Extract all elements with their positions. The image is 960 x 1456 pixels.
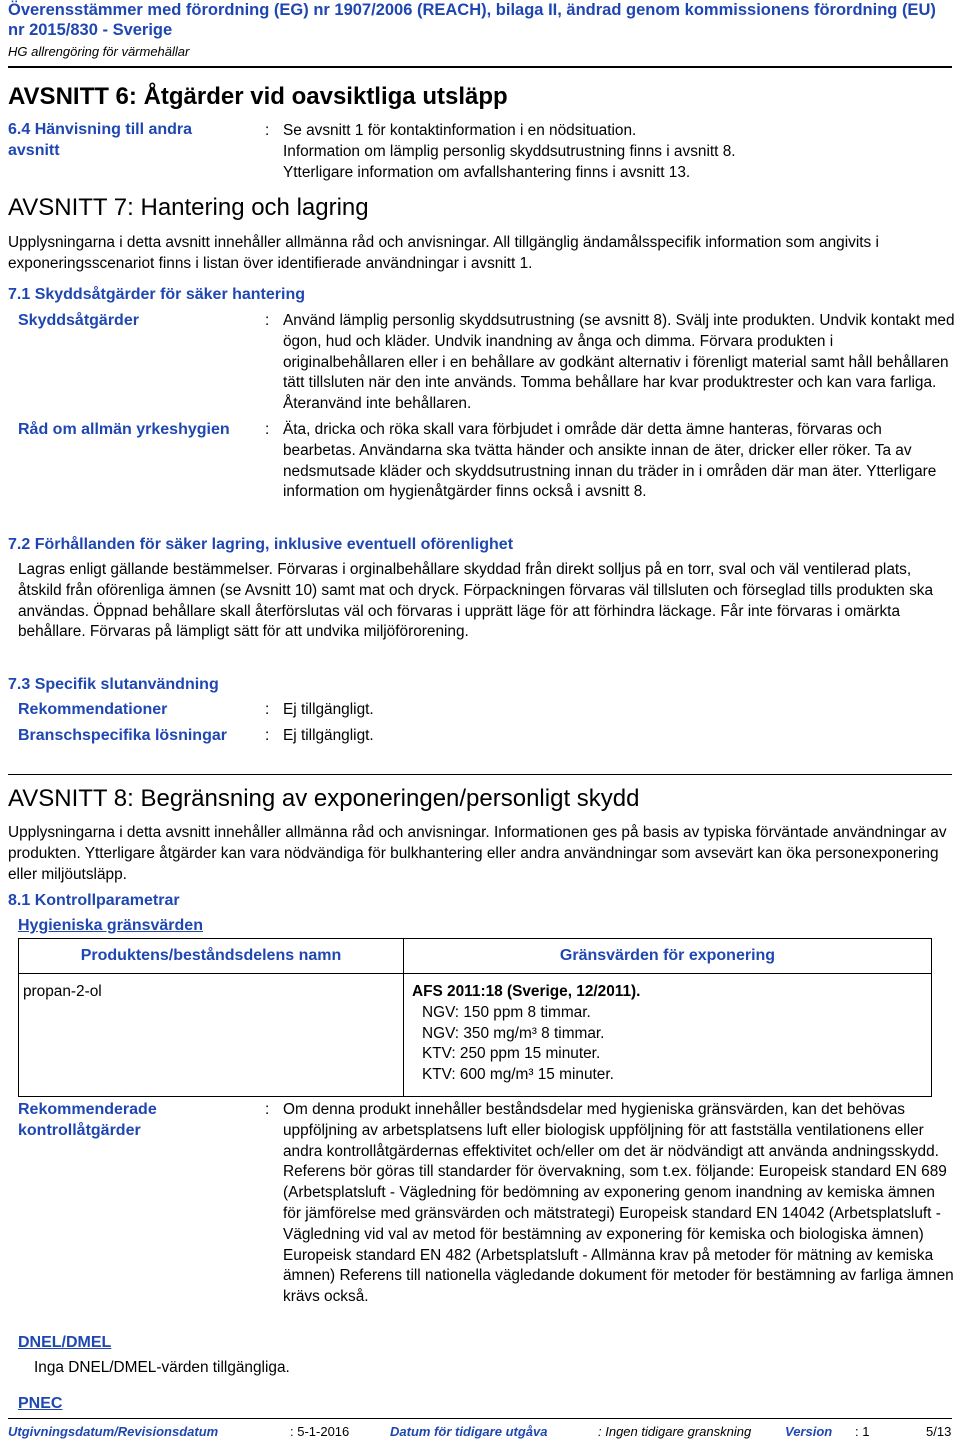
substance-name: propan-2-ol — [19, 974, 404, 1097]
ref-line-2: Information om lämplig personlig skyddsutrustning finns i avsnitt 8. — [283, 142, 736, 160]
hygiene-limits-heading: Hygieniska gränsvärden — [18, 917, 203, 934]
recommendations-label: Rekommendationer — [18, 701, 168, 718]
protective-measures-label: Skyddsåtgärder — [18, 312, 139, 329]
limit-line: NGV: 150 ppm 8 timmar. — [422, 1003, 591, 1021]
pnec-heading: PNEC — [18, 1395, 63, 1412]
exposure-limits-table — [18, 938, 932, 1097]
dnel-dmel-heading: DNEL/DMEL — [18, 1334, 112, 1351]
section-7-1-heading: 7.1 Skyddsåtgärder för säker hantering — [8, 286, 305, 303]
table-header-substance: Produktens/beståndsdelens namn — [19, 939, 404, 974]
limit-line: NGV: 350 mg/m³ 8 timmar. — [422, 1024, 605, 1042]
document-title: Överensstämmer med förordning (EG) nr 1907/2006 (REACH), bilaga II, ändrad genom kommissionens förordning (EU) nr 2015/830 - Sverige — [8, 1, 936, 39]
colon: : — [265, 1101, 270, 1118]
issue-date-value: : 5-1-2016 — [290, 1424, 350, 1439]
colon: : — [265, 701, 270, 718]
section-7-heading: AVSNITT 7: Hantering och lagring — [8, 194, 369, 221]
issue-date-label: Utgivningsdatum/Revisionsdatum — [8, 1424, 219, 1439]
table-row — [19, 974, 932, 1097]
section-8-1-heading: 8.1 Kontrollparametrar — [8, 892, 180, 909]
colon: : — [265, 312, 270, 329]
table-header-limits: Gränsvärden för exponering — [404, 939, 932, 974]
section-7-2-heading: 7.2 Förhållanden för säker lagring, inklusive eventuell oförenlighet — [8, 536, 514, 553]
recommended-controls-text: Om denna produkt innehåller beståndsdelar med hygieniska gränsvärden, kan det behövas uppföljning av arbetsplatsens luft eller biologisk uppföljning för att fastställa ventilationens eller andra kontrollåtgärdernas effektivitet och/eller om det är nödvändigt att använda andningsskydd. Referens bör göras till standarder för övervakning, som t.ex. följande: Europeisk standard EN 689 (Arbetsplatsluft - Vägledning för bedömning av exponering genom inandning av kemiska ämnen för jämförelse med gränsvärden och mätstrategi) Europeisk standard EN 14042 (Arbetsplatsluft - Vägledning vid val av metod för bestämning av exponering för kemiska och biologiska ämnen) Europeisk standard EN 482 (Arbetsplatsluft - Allmänna krav på metoder för mätning av kemiska ämnen) Referens till nationella vägledande dokument för metoder för bestämning av farliga ämnen krävs också. — [283, 1101, 954, 1306]
section-7-3-heading: 7.3 Specifik slutanvändning — [8, 676, 219, 693]
version-value: : 1 — [855, 1424, 870, 1439]
header-divider — [8, 66, 952, 68]
limit-line: KTV: 250 ppm 15 minuter. — [422, 1045, 601, 1063]
version-label: Version — [785, 1424, 833, 1439]
footer-divider — [8, 1418, 952, 1419]
ref-line-3: Ytterligare information om avfallshantering finns i avsnitt 13. — [283, 163, 691, 181]
protective-measures-text: Använd lämplig personlig skyddsutrustning (se avsnitt 8). Svälj inte produkten. Undvik kontakt med ögon, hud och kläder. Undvik inandning av ånga och dimma. Förvara produkten i originalbehållaren eller i en behållare av godkänt alternativ i förenligt material samt håll behållaren tätt tillsluten när den inte används. Tomma behållare har kvar produktrester och kan vara farliga. Återanvänd inte behållaren. — [283, 312, 955, 413]
ref-line-1: Se avsnitt 1 för kontaktinformation i en nödsituation. — [283, 122, 637, 139]
page-number: 5/13 — [926, 1424, 952, 1439]
colon: : — [265, 122, 270, 139]
section-6-heading: AVSNITT 6: Åtgärder vid oavsiktliga utsläpp — [8, 83, 508, 110]
section-8-heading: AVSNITT 8: Begränsning av exponeringen/personligt skydd — [8, 785, 640, 812]
section-8-divider — [8, 774, 952, 775]
section-6-4-label: 6.4 Hänvisning till andra avsnitt — [8, 121, 193, 159]
limit-values — [404, 974, 932, 1097]
storage-text: Lagras enligt gällande bestämmelser. Förvaras i orginalbehållare skyddad från direkt solljus på en torr, sval och väl ventilerad plats, åtskild från oförenliga ämnen (se Avsnitt 10) samt mat och dryck. Förpackningen förvaras väl tillsluten och förseglad tills produkten ska användas. Öppnad behållare skall återförslutas väl och förvaras i upprätt läge för att förhindra läckage. Får inte förvaras i omärkta behållare. Förvaras på lämpligt sätt för att undvika miljöförorening. — [18, 561, 934, 641]
sector-solutions-label: Branschspecifika lösningar — [18, 727, 227, 744]
recommended-controls-label: Rekommenderade kontrollåtgärder — [18, 1101, 157, 1139]
section-6-4-text — [283, 121, 933, 183]
limit-source: AFS 2011:18 (Sverige, 12/2011). — [412, 983, 641, 1000]
previous-date-label: Datum för tidigare utgåva — [390, 1424, 548, 1439]
product-name: HG allrengöring för värmehällar — [8, 44, 190, 59]
sector-solutions-value: Ej tillgängligt. — [283, 727, 374, 744]
section-8-intro: Upplysningarna i detta avsnitt innehåller allmänna råd och anvisningar. Informationen ges på basis av typiska förväntade användningar av produkten. Ytterligare åtgärder kan vara nödvändiga för bulkhantering eller andra användningar som avsevärt kan öka personexponering eller miljöutsläpp. — [8, 824, 947, 883]
limit-line: KTV: 600 mg/m³ 15 minuter. — [422, 1066, 614, 1084]
hygiene-advice-text: Äta, dricka och röka skall vara förbjudet i område där detta ämne hanteras, förvaras och bearbetas. Användarna ska tvätta händer och ansikte innan de äter, dricker eller röker. Ta av nedsmutsade kläder och skyddsutrustning innan du träder in i områden där man äter. Ytterligare information om hygienåtgärder finns också i avsnitt 8. — [283, 421, 937, 501]
recommendations-value: Ej tillgängligt. — [283, 701, 374, 718]
dnel-dmel-text: Inga DNEL/DMEL-värden tillgängliga. — [34, 1359, 290, 1376]
hygiene-advice-label: Råd om allmän yrkeshygien — [18, 421, 230, 438]
previous-date-value: : Ingen tidigare granskning — [598, 1424, 752, 1439]
colon: : — [265, 421, 270, 438]
section-7-intro: Upplysningarna i detta avsnitt innehåller allmänna råd och anvisningar. All tillgänglig ändamålsspecifik information som angivits i exponeringsscenariot finns i listan över identifierade användningar i avsnitt 1. — [8, 234, 879, 272]
colon: : — [265, 727, 270, 744]
